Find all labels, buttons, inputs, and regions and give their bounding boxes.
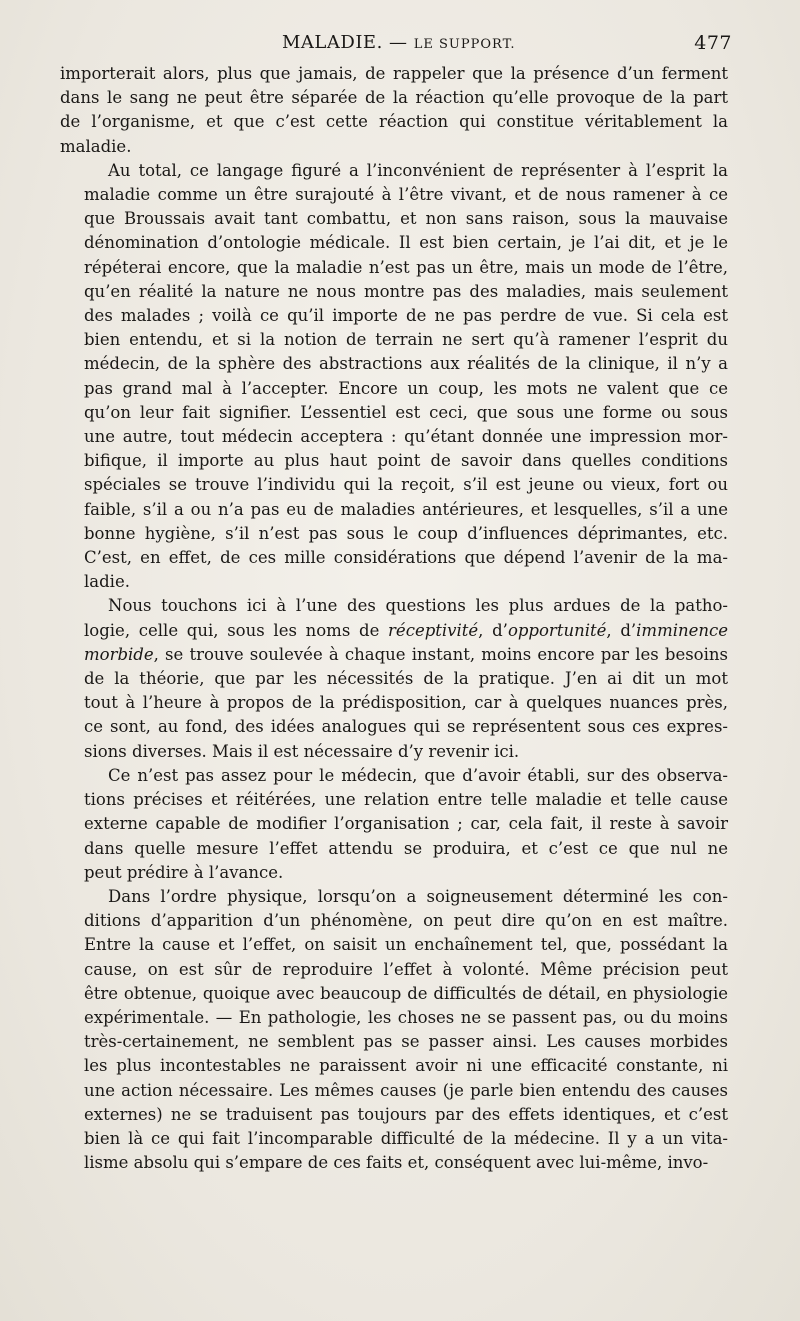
italic-term: imminence [636,620,729,640]
text-line: dans quelle mesure l’effet attendu se produira, et c’est ce que nul ne [84,838,728,858]
paragraph [60,62,728,159]
text-line: ladie. [84,572,130,592]
text-line: bien là ce qui fait l’incomparable difficulté de la médecine. Il y a un vita- [84,1128,728,1148]
italic-term: réceptivité [388,620,479,640]
page-body [60,62,728,1175]
text-line: expérimentale. — En pathologie, les choses ne se passent pas, ou du moins [84,1007,728,1027]
text-line: dénomination d’ontologie médicale. Il est bien certain, je l’ai dit, et je le [84,233,728,253]
text-line: peut prédire à l’avance. [84,862,284,882]
text-line: Dans l’ordre physique, lorsqu’on a soigneusement déterminé les con- [108,886,728,906]
running-title [282,32,515,53]
text-line: les plus incontestables ne paraissent avoir ni une efficacité constante, ni [84,1056,728,1076]
text-line: maladie comme un être surajouté à l’être vivant, et de nous ramener à ce [84,185,728,205]
italic-term: morbide [84,644,154,664]
text-line: importerait alors, plus que jamais, de rappeler que la présence d’un ferment [60,64,728,83]
paragraph [60,159,728,595]
text-line: répéterai encore, que la maladie n’est pas un être, mais un mode de l’être, [84,257,728,277]
text-line: externe capable de modifier l’organisation ; car, cela fait, il reste à savoir [84,814,728,834]
text-line: spéciales se trouve l’individu qui la reçoit, s’il est jeune ou vieux, fort ou [84,475,728,495]
text-line: Ce n’est pas assez pour le médecin, que d’avoir établi, sur des observa- [108,765,728,785]
text-line: Nous touchons ici à l’une des questions les plus ardues de la patho- [108,596,728,616]
text-line: bonne hygiène, s’il n’est pas sous le coup d’influences déprimantes, etc. [84,523,728,543]
running-header [60,32,732,62]
chapter-title: MALADIE. [282,32,383,53]
text-line: être obtenue, quoique avec beaucoup de difficultés de détail, en physiologie [84,983,728,1003]
text-line: maladie. [60,136,132,156]
text-line: faible, s’il a ou n’a pas eu de maladies antérieures, et lesquelles, s’il a une [84,499,728,519]
text-line: lisme absolu qui s’empare de ces faits et, conséquent avec lui-même, invo- [84,1153,709,1173]
text-line: logie, celle qui, sous les noms de réceptivité, d’opportunité, d’imminence [84,620,729,640]
text-line: Entre la cause et l’effet, on saisit un enchaînement tel, que, possédant la [84,935,728,955]
page-number: 477 [694,32,732,54]
paragraph [60,885,728,1175]
italic-term: opportunité [507,620,607,640]
text-line: qu’on leur fait signifier. L’essentiel est ceci, que sous une forme ou sous [84,402,728,422]
text-line: externes) ne se traduisent pas toujours par des effets identiques, et c’est [84,1104,728,1124]
text-line: qu’en réalité la nature ne nous montre pas des maladies, mais seulement [84,281,728,301]
text-line: bifique, il importe au plus haut point de savoir dans quelles conditions [84,451,728,471]
text-line: bien entendu, et si la notion de terrain ne sert qu’à ramener l’esprit du [84,330,728,350]
text-line: ditions d’apparition d’un phénomène, on peut dire qu’on en est maître. [84,911,728,931]
text-line: de l’organisme, et que c’est cette réaction qui constitue véritablement la [60,112,728,132]
text-line: tions précises et réitérées, une relation entre telle maladie et telle cause [84,790,728,810]
text-line: C’est, en effet, de ces mille considérations que dépend l’avenir de la ma- [84,548,728,568]
text-line: une autre, tout médecin acceptera : qu’étant donnée une impression mor- [84,427,728,447]
paragraph [60,594,728,763]
text-line: une action nécessaire. Les mêmes causes (je parle bien entendu des causes [84,1080,728,1100]
text-line: pas grand mal à l’accepter. Encore un coup, les mots ne valent que ce [84,378,728,398]
text-line: morbide, se trouve soulevée à chaque instant, moins encore par les besoins [84,644,728,664]
text-line: cause, on est sûr de reproduire l’effet à volonté. Même précision peut [84,959,728,979]
text-line: Au total, ce langage figuré a l’inconvénient de représenter à l’esprit la [108,160,728,180]
text-line: que Broussais avait tant combattu, et non sans raison, sous la mauvaise [84,209,728,229]
text-line: dans le sang ne peut être séparée de la réaction qu’elle provoque de la part [60,88,728,108]
paragraph [60,764,728,885]
text-line: tout à l’heure à propos de la prédisposition, car à quelques nuances près, [84,693,728,713]
text-line: de la théorie, que par les nécessités de la pratique. J’en ai dit un mot [84,669,728,689]
section-title: LE SUPPORT. [413,37,516,52]
text-line: médecin, de la sphère des abstractions aux réalités de la clinique, il n’y a [84,354,728,374]
text-line: sions diverses. Mais il est nécessaire d’y revenir ici. [84,741,520,761]
text-line: des malades ; voilà ce qu’il importe de ne pas perdre de vue. Si cela est [84,306,728,326]
text-line: ce sont, au fond, des idées analogues qui se représentent sous ces expres- [84,717,728,737]
title-separator: — [382,32,414,53]
text-line: très-certainement, ne semblent pas se passer ainsi. Les causes morbides [84,1032,728,1052]
